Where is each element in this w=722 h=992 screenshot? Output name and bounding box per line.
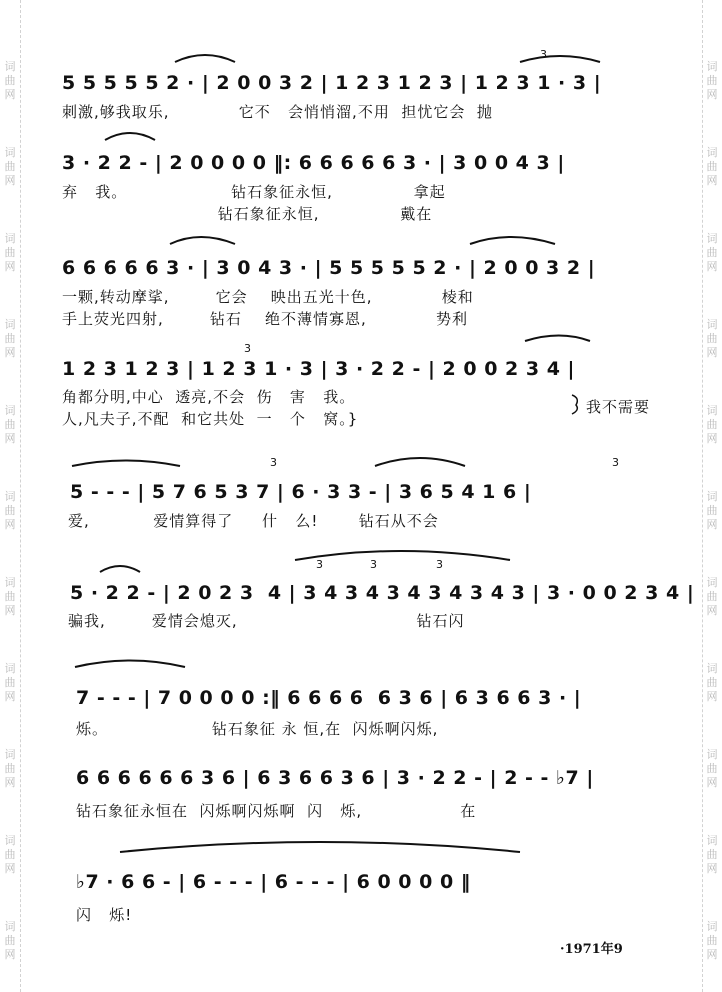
- lyric-line-2b: 钻石象征永恒, 戴在: [62, 205, 433, 223]
- watermark-char: 词: [4, 576, 16, 589]
- watermark-char: 网: [4, 346, 16, 359]
- lyric-line-3b: 手上荧光四射, 钻石 绝不薄情寡恩, 势利: [62, 310, 468, 328]
- watermark-char: 网: [4, 432, 16, 445]
- watermark-char: 曲: [706, 160, 718, 173]
- watermark-char: 词: [4, 146, 16, 159]
- slur: [120, 842, 520, 852]
- watermark-char: 词: [706, 318, 718, 331]
- watermark-char: 网: [706, 88, 718, 101]
- watermark-char: 词: [706, 146, 718, 159]
- watermark-char: 词: [4, 60, 16, 73]
- lyric-line-9a: 闪 烁!: [76, 906, 133, 924]
- watermark-char: 网: [706, 260, 718, 273]
- watermark-char: 词: [706, 232, 718, 245]
- watermark-char: 网: [706, 346, 718, 359]
- slur: [72, 461, 180, 467]
- lyric-line-5a: 爱, 爱情算得了 什 么! 钻石从不会: [68, 512, 439, 530]
- watermark-char: 网: [706, 174, 718, 187]
- watermark-char: 曲: [706, 934, 718, 947]
- notes-line-7: 7 - - - | 7 0 0 0 0 :‖ 6 6 6 6 6 3 6 | 6 3 6 6 3 · |: [76, 687, 582, 709]
- watermark-char: 曲: [4, 504, 16, 517]
- triplet-mark: 3: [270, 456, 277, 469]
- lyric-line-3a: 一颗,转动摩挲, 它会 映出五光十色, 棱和: [62, 288, 474, 306]
- watermark-char: 曲: [4, 74, 16, 87]
- watermark-char: 词: [706, 60, 718, 73]
- lyric-line-2a: 弃 我。 钻石象征永恒, 拿起: [62, 183, 446, 201]
- watermark-char: 曲: [4, 246, 16, 259]
- watermark-char: 曲: [4, 418, 16, 431]
- triplet-marks: [244, 48, 619, 571]
- triplet-mark: 3: [316, 558, 323, 571]
- notes-line-5: 5 - - - | 5 7 6 5 3 7 | 6 · 3 3 - | 3 6 5 4 1 6 |: [70, 481, 532, 503]
- watermark-char: 曲: [4, 590, 16, 603]
- triplet-mark: 3: [540, 48, 547, 61]
- watermark-char: 词: [706, 834, 718, 847]
- notes-line-9: ♭7 · 6 6 - | 6 - - - | 6 - - - | 6 0 0 0 0 ‖: [76, 871, 471, 893]
- slur: [520, 56, 600, 62]
- lyric-line-1a: 刺激,够我取乐, 它不 会悄悄溜,不用 担忧它会 抛: [62, 103, 493, 121]
- watermark-char: 网: [4, 776, 16, 789]
- watermark-char: 词: [4, 232, 16, 245]
- watermark-char: 词: [706, 748, 718, 761]
- watermark-char: 词: [4, 318, 16, 331]
- watermark-char: 网: [4, 518, 16, 531]
- watermark-char: 曲: [4, 676, 16, 689]
- watermark-char: 曲: [4, 934, 16, 947]
- lyric-line-4a: 角都分明,中心 透亮,不会 伤 害 我。: [62, 388, 356, 406]
- watermark-char: 曲: [706, 590, 718, 603]
- watermark-char: 词: [4, 490, 16, 503]
- notes-line-1: 5 5 5 5 5 2 · | 2 0 0 3 2 | 1 2 3 1 2 3 | 1 2 3 1 · 3 |: [62, 72, 602, 94]
- notes-line-4: 1 2 3 1 2 3 | 1 2 3 1 · 3 | 3 · 2 2 - | 2 0 0 2 3 4 |: [62, 358, 575, 380]
- slur: [295, 551, 510, 560]
- triplet-mark: 3: [612, 456, 619, 469]
- watermark-char: 网: [4, 690, 16, 703]
- lyric-line-4b: 人,凡夫子,不配 和它共处 一 个 窝。}: [62, 410, 359, 428]
- brace: [572, 395, 577, 414]
- slur: [470, 237, 555, 244]
- watermark-char: 曲: [706, 246, 718, 259]
- watermark-char: 词: [706, 576, 718, 589]
- watermark-char: 曲: [706, 418, 718, 431]
- slur: [525, 336, 590, 342]
- watermark-char: 网: [4, 88, 16, 101]
- watermark-char: 网: [706, 776, 718, 789]
- watermark-char: 词: [706, 662, 718, 675]
- slur-group: [72, 55, 600, 852]
- watermark-char: 词: [4, 662, 16, 675]
- lyric-line-8a: 钻石象征永恒在 闪烁啊闪烁啊 闪 烁, 在: [76, 802, 477, 820]
- watermark-char: 曲: [4, 762, 16, 775]
- slur: [105, 133, 155, 140]
- triplet-mark: 3: [244, 342, 251, 355]
- notes-line-8: 6 6 6 6 6 6 3 6 | 6 3 6 6 3 6 | 3 · 2 2 - | 2 - - ♭7 |: [76, 767, 594, 789]
- watermark-char: 曲: [706, 848, 718, 861]
- lyric-line-6a: 骗我, 爱情会熄灭, 钻石闪: [68, 612, 465, 630]
- watermark-char: 网: [4, 948, 16, 961]
- watermark-char: 网: [706, 604, 718, 617]
- watermark-char: 曲: [706, 332, 718, 345]
- watermark-char: 曲: [4, 332, 16, 345]
- lyric-line-7a: 烁。 钻石象征 永 恒,在 闪烁啊闪烁,: [76, 720, 439, 738]
- watermark-char: 网: [706, 432, 718, 445]
- watermark-char: 网: [706, 862, 718, 875]
- watermark-char: 词: [4, 834, 16, 847]
- watermark-char: 词: [4, 920, 16, 933]
- watermark-char: 曲: [706, 676, 718, 689]
- triplet-mark: 3: [370, 558, 377, 571]
- watermark-char: 网: [4, 174, 16, 187]
- watermark-char: 网: [4, 260, 16, 273]
- watermark-char: 曲: [706, 504, 718, 517]
- notes-line-2: 3 · 2 2 - | 2 0 0 0 0 ‖: 6 6 6 6 6 3 · | 3 0 0 4 3 |: [62, 152, 565, 174]
- watermark-char: 曲: [706, 74, 718, 87]
- watermark-char: 词: [4, 748, 16, 761]
- page-footer: ·1971年9: [560, 942, 623, 957]
- watermark-char: 词: [706, 404, 718, 417]
- notes-line-6: 5 · 2 2 - | 2 0 2 3 4 | 3 4 3 4 3 4 3 4 3 4 3 | 3 · 0 0 2 3 4 |: [70, 582, 695, 604]
- triplet-mark: 3: [436, 558, 443, 571]
- watermark-char: 曲: [4, 848, 16, 861]
- slur: [170, 237, 235, 244]
- slur: [375, 458, 465, 466]
- watermark-char: 词: [4, 404, 16, 417]
- watermark-char: 网: [706, 948, 718, 961]
- watermark-char: 曲: [706, 762, 718, 775]
- slur: [75, 661, 185, 668]
- slur: [175, 55, 235, 62]
- watermark-char: 网: [4, 862, 16, 875]
- watermark-char: 词: [706, 920, 718, 933]
- watermark-char: 曲: [4, 160, 16, 173]
- side-note: 我不需要: [586, 398, 651, 416]
- watermark-char: 网: [706, 518, 718, 531]
- notes-line-3: 6 6 6 6 6 3 · | 3 0 4 3 · | 5 5 5 5 5 2 · | 2 0 0 3 2 |: [62, 257, 596, 279]
- watermark-char: 网: [4, 604, 16, 617]
- watermark-char: 词: [706, 490, 718, 503]
- watermark-char: 网: [706, 690, 718, 703]
- slur: [100, 566, 140, 572]
